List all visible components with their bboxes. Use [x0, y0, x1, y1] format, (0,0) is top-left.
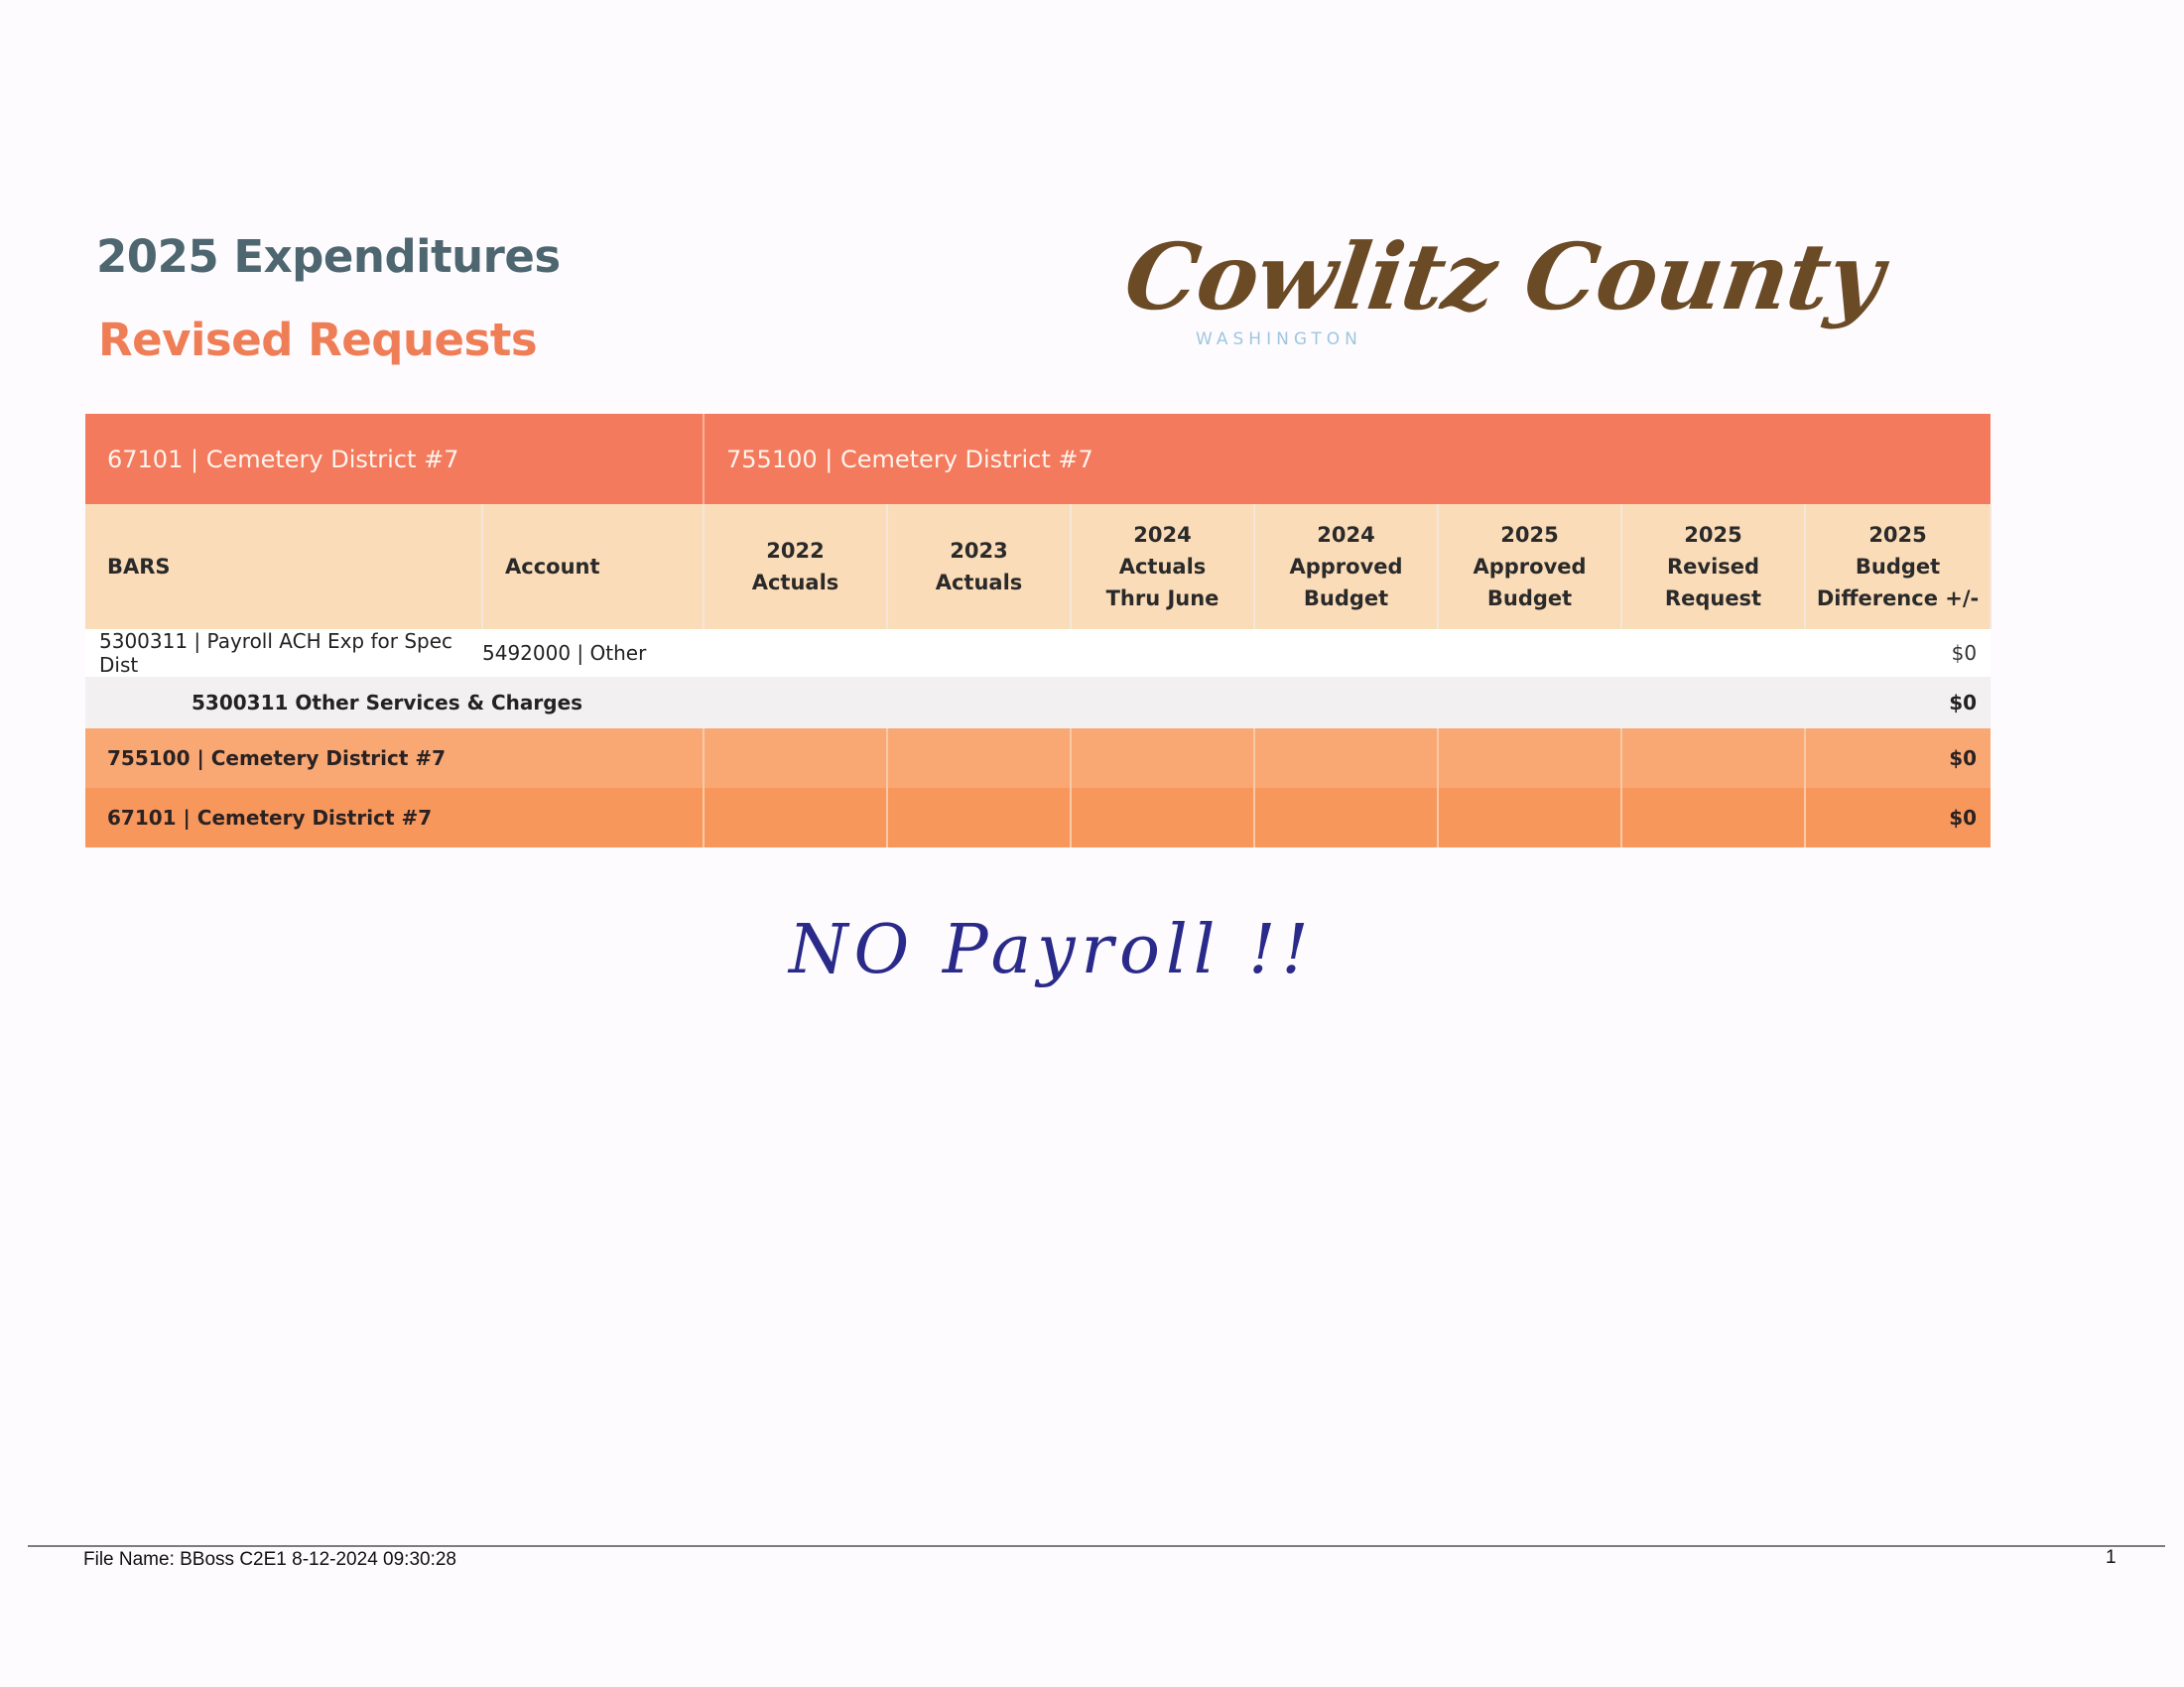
col-header-2022-actuals: 2022 Actuals: [704, 504, 887, 629]
cell-account: 5492000 | Other: [482, 629, 704, 677]
col-header-account: Account: [482, 504, 704, 629]
fund-total-difference: $0: [1805, 788, 1991, 847]
county-logo: [1118, 223, 1889, 349]
page-subtitle: Revised Requests: [98, 314, 538, 366]
logo-subtext: WASHINGTON: [1196, 329, 1362, 349]
cell-bars: 5300311 | Payroll ACH Exp for Spec Dist: [85, 629, 482, 677]
fund-label: 67101 | Cemetery District #7: [85, 414, 704, 504]
fund-dept-header-row: [85, 414, 1991, 504]
cell-budget-difference: $0: [1805, 629, 1991, 677]
logo-text: Cowlitz County: [1118, 223, 1889, 330]
col-header-bars: BARS: [85, 504, 482, 629]
subtotal-label: 5300311 Other Services & Charges: [85, 677, 1805, 728]
col-header-2023-actuals: 2023 Actuals: [887, 504, 1071, 629]
col-header-2024-approved-budget: 2024 Approved Budget: [1254, 504, 1438, 629]
page-title: 2025 Expenditures: [96, 230, 561, 283]
column-header-row: [85, 504, 1991, 629]
col-header-2024-actuals-thru-june: 2024 Actuals Thru June: [1071, 504, 1254, 629]
col-header-2025-approved-budget: 2025 Approved Budget: [1438, 504, 1621, 629]
subtotal-row: [85, 677, 1991, 728]
fund-total-label: 67101 | Cemetery District #7: [85, 788, 704, 847]
dept-total-row: [85, 728, 1991, 788]
cell-2022-actuals: [704, 629, 887, 677]
footer-file-name: File Name: BBoss C2E1 8-12-2024 09:30:28: [83, 1549, 456, 1570]
dept-total-label: 755100 | Cemetery District #7: [85, 728, 704, 788]
footer-divider: [28, 1545, 2165, 1547]
cell-2023-actuals: [887, 629, 1071, 677]
subtotal-difference: $0: [1805, 677, 1991, 728]
dept-label: 755100 | Cemetery District #7: [704, 414, 1991, 504]
fund-total-row: [85, 788, 1991, 847]
expenditures-table: [85, 414, 1991, 847]
cell-2025-revised-request: [1621, 629, 1805, 677]
footer-page-number: 1: [2106, 1547, 2117, 1568]
cell-2024-approved-budget: [1254, 629, 1438, 677]
table-row: [85, 629, 1991, 677]
cell-2024-actuals-thru-june: [1071, 629, 1254, 677]
cell-2025-approved-budget: [1438, 629, 1621, 677]
col-header-2025-budget-difference: 2025 Budget Difference +/-: [1805, 504, 1991, 629]
handwritten-note: NO Payroll !!: [789, 911, 1315, 989]
col-header-2025-revised-request: 2025 Revised Request: [1621, 504, 1805, 629]
dept-total-difference: $0: [1805, 728, 1991, 788]
